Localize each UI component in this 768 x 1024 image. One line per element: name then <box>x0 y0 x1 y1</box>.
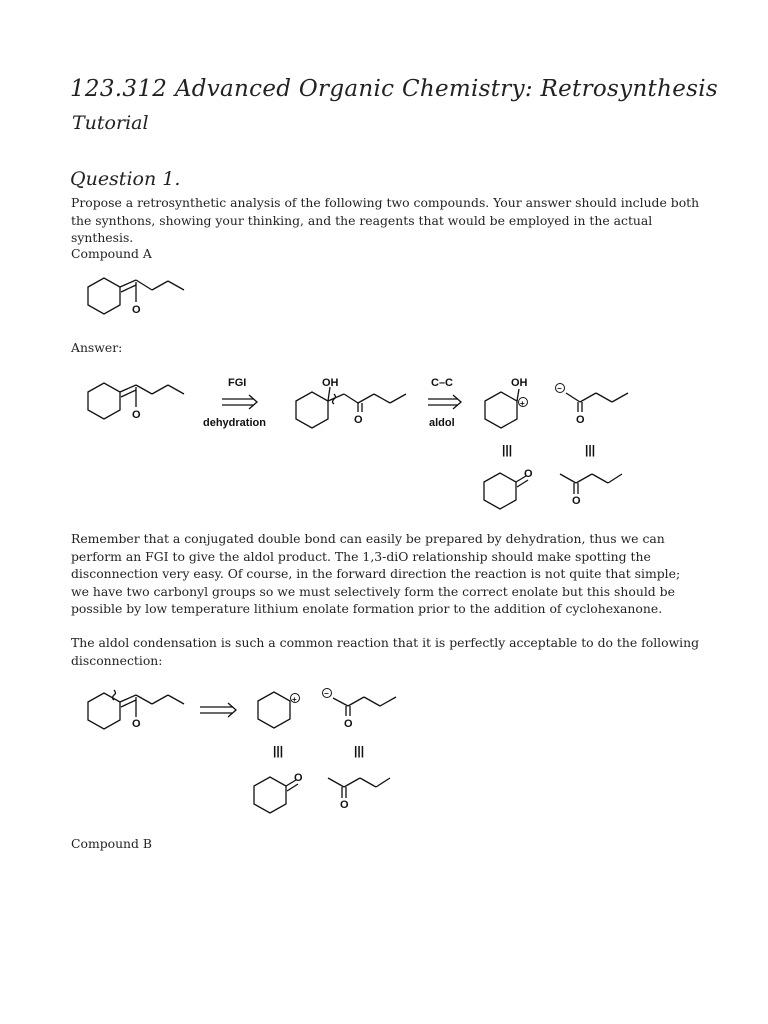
question-intro: Propose a retrosynthetic analysis of the following two compounds. Your answer should include both the synthons, showing your thinking, and the reagents that would be employed in the actual synthesis. <box>71 195 700 246</box>
pentanone-oxygen-label: O <box>572 495 581 507</box>
direct-pentanone-oxygen-label: O <box>340 799 349 811</box>
aldol-label: aldol <box>429 417 455 429</box>
aldol-carbonyl-oxygen-label: O <box>354 414 363 426</box>
anion-synthon-structure <box>556 384 629 427</box>
direct-cation-plus-label: + <box>292 695 297 704</box>
equivalence-mark-3: ||| <box>273 744 284 758</box>
direct-cyclohexanone-oxygen-label: O <box>294 772 303 784</box>
carbonyl-oxygen-label: O <box>132 304 141 316</box>
answer-product-structure <box>88 383 184 421</box>
equivalence-mark-1: ||| <box>502 443 513 457</box>
aldol-product-structure <box>296 377 406 428</box>
direct-anion-synthon <box>323 689 397 731</box>
explanation-paragraph: Remember that a conjugated double bond can easily be prepared by dehydration, thus we can perform an FGI to give the aldol product. The 1,3-diO relationship should make spotting the disconnection very easy. Of course, in the forward direction the reaction is not quite that simple; we have two carbonyl groups so we must selectively form the correct enolate but this should be possible by low temperature lithium enolate formation prior to the addition of cyclohexanone. <box>71 531 681 617</box>
disconnection-carbonyl-oxygen-label: O <box>132 718 141 730</box>
cyclohexanone-oxygen-label: O <box>524 468 533 480</box>
compound-b-label: Compound B <box>71 836 153 851</box>
question-heading: Question 1. <box>70 168 181 190</box>
compound-a-structure <box>88 278 184 316</box>
equivalence-mark-2: ||| <box>585 443 596 457</box>
answer-carbonyl-oxygen-label: O <box>132 409 141 421</box>
fgi-label: FGI <box>228 377 247 389</box>
direct-cyclohexanone-reagent <box>254 772 303 813</box>
synthon-hydroxyl-label: OH <box>511 377 528 389</box>
hydroxyl-label: OH <box>322 377 339 389</box>
direct-pentanone-reagent <box>328 778 390 811</box>
cc-label: C–C <box>431 377 454 389</box>
cyclohexane-ring <box>88 278 120 314</box>
anion-minus-label: − <box>557 384 562 393</box>
anion-carbonyl-oxygen-label: O <box>576 414 585 426</box>
retro-arrow-direct <box>200 703 236 717</box>
retro-arrow-aldol <box>428 377 461 429</box>
direct-disconnection-target <box>88 690 184 730</box>
direct-anion-oxygen-label: O <box>344 718 353 730</box>
compound-a-label: Compound A <box>71 246 152 261</box>
cation-plus-label: + <box>520 399 525 408</box>
equivalence-mark-4: ||| <box>354 744 365 758</box>
direct-anion-minus-label: − <box>324 689 329 698</box>
dehydration-label: dehydration <box>203 417 266 429</box>
retro-arrow-fgi <box>203 377 266 429</box>
cation-synthon-structure <box>485 377 528 428</box>
cyclohexanone-reagent-structure <box>484 468 533 509</box>
aldol-note-paragraph: The aldol condensation is such a common reaction that it is perfectly acceptable to do the following disconnection: <box>71 635 700 668</box>
document-subtitle: Tutorial <box>72 112 149 134</box>
answer-label: Answer: <box>71 340 123 355</box>
pentanone-reagent-structure <box>560 474 622 507</box>
direct-cation-synthon <box>258 692 300 728</box>
document-title: 123.312 Advanced Organic Chemistry: Retrosynthesis <box>70 76 718 102</box>
